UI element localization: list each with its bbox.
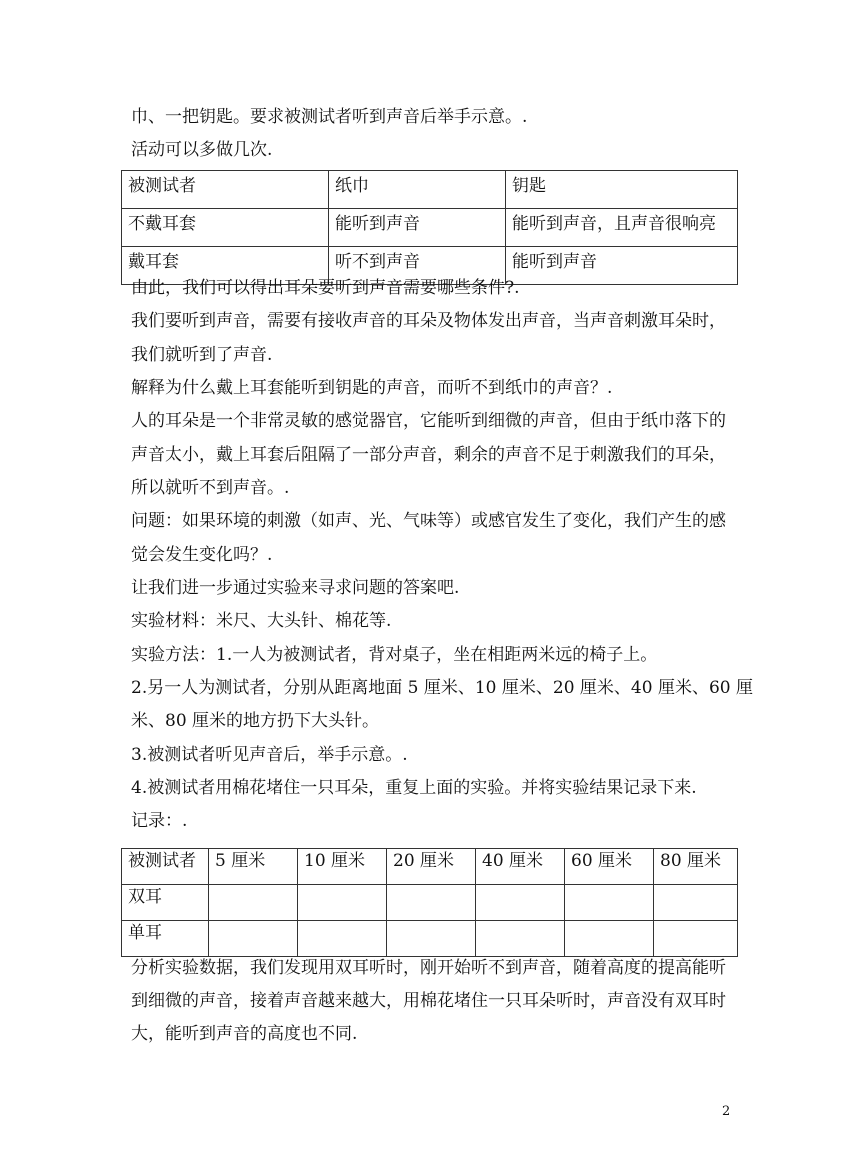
page-number: 2 (722, 1104, 731, 1119)
table-cell (565, 885, 654, 921)
table-cell: 戴耳套 (122, 247, 329, 285)
table-cell (298, 921, 387, 957)
paragraph: 让我们进一步通过实验来寻求问题的答案吧. (131, 578, 460, 598)
paragraph: 我们就听到了声音. (131, 345, 273, 365)
table-row (122, 171, 738, 209)
table-cell (565, 921, 654, 957)
table-cell (476, 921, 565, 957)
table-cell (209, 885, 298, 921)
paragraph: 分析实验数据，我们发现用双耳听时，刚开始听不到声音，随着高度的提高能听 (131, 958, 726, 978)
table-cell (654, 885, 738, 921)
paragraph: 人的耳朵是一个非常灵敏的感觉器官，它能听到细微的声音，但由于纸巾落下的 (131, 411, 726, 431)
table-cell: 10 厘米 (298, 849, 387, 885)
paragraph: 巾、一把钥匙。要求被测试者听到声音后举手示意。. (131, 107, 528, 127)
table-row (122, 921, 738, 957)
paragraph: 3.被测试者听见声音后，举手示意。. (131, 745, 408, 765)
paragraph: 大，能听到声音的高度也不同. (131, 1024, 358, 1044)
table-cell: 20 厘米 (387, 849, 476, 885)
table-row (122, 885, 738, 921)
table-row (122, 209, 738, 247)
table-cell: 单耳 (122, 921, 209, 957)
paragraph: 所以就听不到声音。. (131, 478, 290, 498)
table-cell (387, 921, 476, 957)
table-cell: 40 厘米 (476, 849, 565, 885)
paragraph: 觉会发生变化吗？. (131, 545, 273, 565)
table-cell (387, 885, 476, 921)
paragraph: 实验材料：米尺、大头针、棉花等. (131, 611, 392, 631)
paragraph: 声音太小，戴上耳套后阻隔了一部分声音，剩余的声音不足于刺激我们的耳朵， (131, 445, 726, 465)
table-cell: 60 厘米 (565, 849, 654, 885)
table-cell: 被测试者 (122, 171, 329, 209)
table-cell: 双耳 (122, 885, 209, 921)
table-cell (298, 885, 387, 921)
table-cell: 80 厘米 (654, 849, 738, 885)
table-cell: 能听到声音 (506, 247, 738, 285)
table-cell (654, 921, 738, 957)
paragraph: 问题：如果环境的刺激（如声、光、气味等）或感官发生了变化，我们产生的感 (131, 511, 726, 531)
table-cell: 听不到声音 (329, 247, 506, 285)
paragraph: 解释为什么戴上耳套能听到钥匙的声音，而听不到纸巾的声音？. (131, 378, 613, 398)
table-row (122, 849, 738, 885)
paragraph: 到细微的声音，接着声音越来越大，用棉花堵住一只耳朵听时，声音没有双耳时 (131, 991, 726, 1011)
result-table-2 (121, 848, 738, 957)
paragraph: 2.另一人为测试者，分别从距离地面 5 厘米、10 厘米、20 厘米、40 厘米、60 厘 (131, 678, 753, 698)
paragraph: 由此，我们可以得出耳朵要听到声音需要哪些条件?. (131, 278, 520, 298)
paragraph: 米、80 厘米的地方扔下大头针。 (131, 711, 380, 731)
table-cell: 被测试者 (122, 849, 209, 885)
table-cell: 能听到声音，且声音很响亮 (506, 209, 738, 247)
paragraph: 4.被测试者用棉花堵住一只耳朵，重复上面的实验。并将实验结果记录下来. (131, 778, 697, 798)
paragraph: 活动可以多做几次. (131, 140, 273, 160)
paragraph: 我们要听到声音，需要有接收声音的耳朵及物体发出声音，当声音刺激耳朵时， (131, 311, 726, 331)
result-table-1 (121, 170, 738, 285)
table-cell: 能听到声音 (329, 209, 506, 247)
table-cell (209, 921, 298, 957)
table-cell: 纸巾 (329, 171, 506, 209)
table-cell: 钥匙 (506, 171, 738, 209)
table-cell: 不戴耳套 (122, 209, 329, 247)
table-cell (476, 885, 565, 921)
paragraph: 实验方法：1.一人为被测试者，背对桌子，坐在相距两米远的椅子上。 (131, 645, 658, 665)
paragraph: 记录：. (131, 811, 188, 831)
table-cell: 5 厘米 (209, 849, 298, 885)
